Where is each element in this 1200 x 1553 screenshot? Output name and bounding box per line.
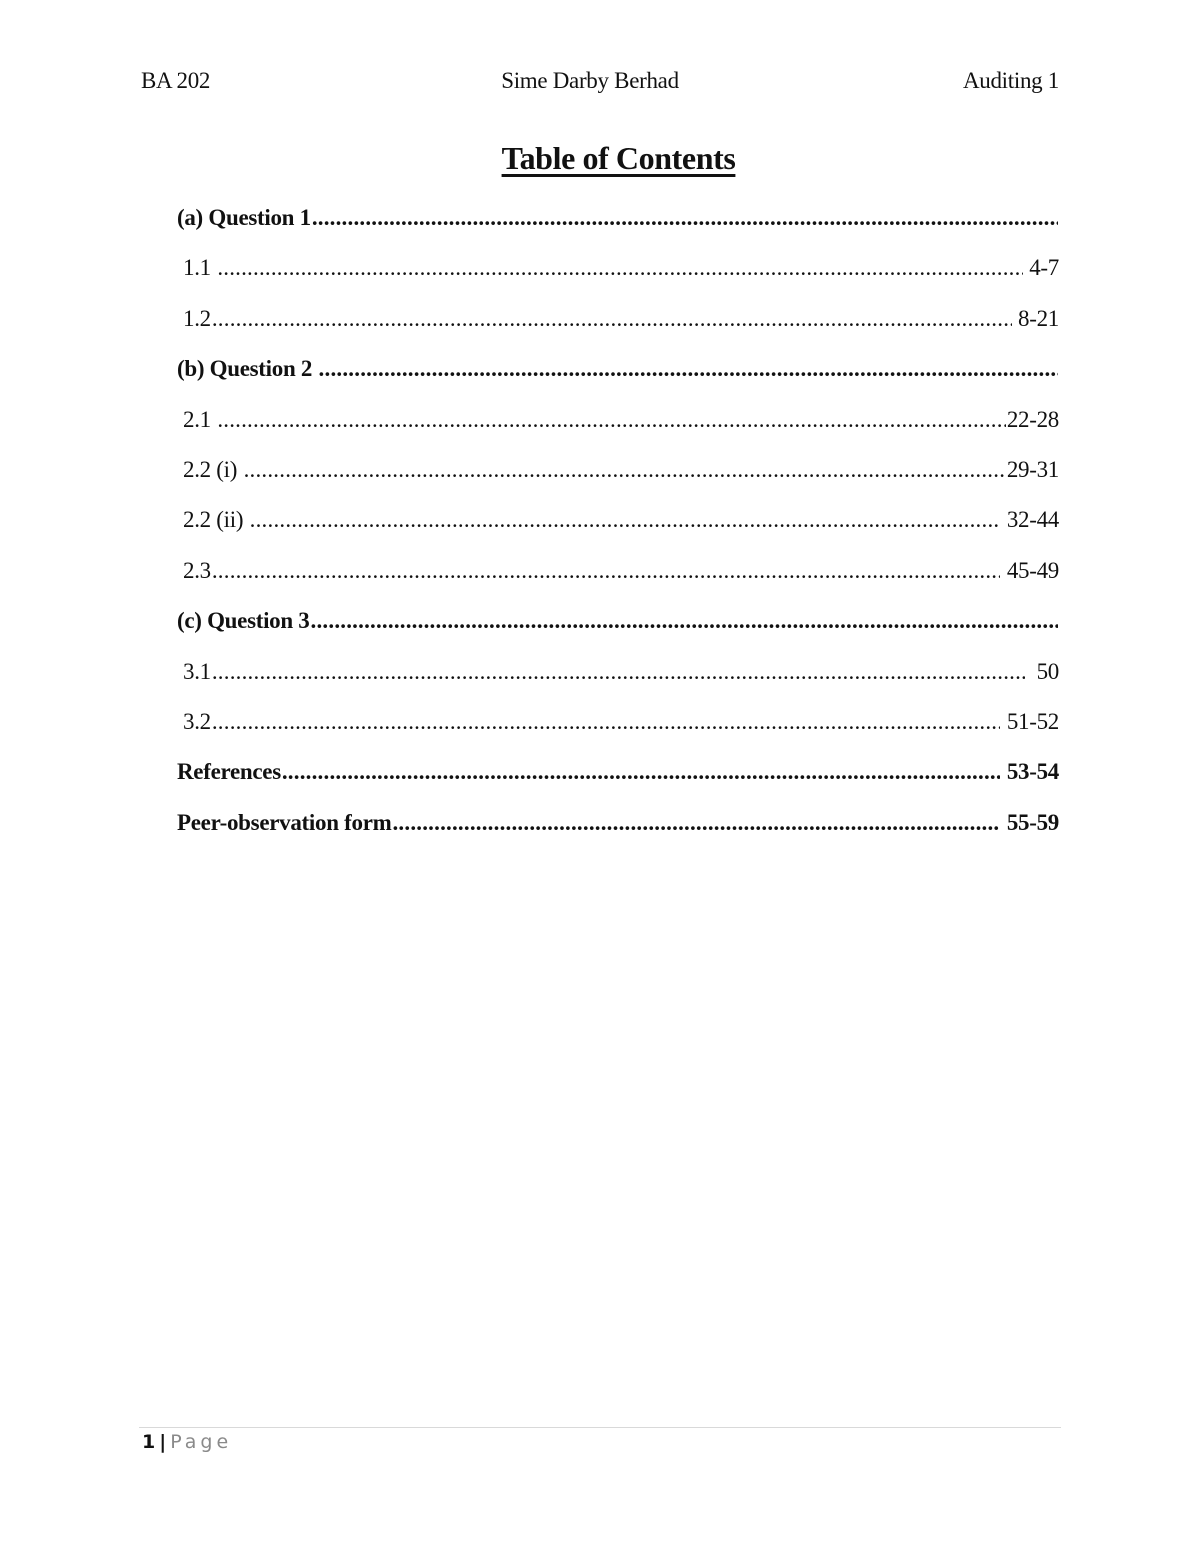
toc-entry-label: Peer-observation form [177,809,392,835]
toc-dot-leader [312,205,1058,231]
footer-page-number: 1 [142,1431,156,1453]
toc-entry[interactable] [177,407,1059,457]
toc-entry[interactable] [177,205,1059,255]
toc-entry[interactable] [177,558,1059,608]
toc-entry[interactable] [177,659,1059,709]
toc-entry[interactable] [177,608,1059,658]
toc-entry-page: 4-7 [1023,255,1059,281]
toc-entry-page: 50 [1025,658,1059,684]
toc-entry-label: 3.2 [183,708,211,734]
toc-entry-label: 1.2 [183,305,211,331]
toc-dot-leader [217,407,1006,433]
footer-page-word: Page [170,1431,233,1453]
toc-dot-leader [212,709,1001,735]
header-company-name: Sime Darby Berhad [501,68,679,93]
toc-dot-leader [319,356,1058,382]
toc-entry-label: 2.2 (ii) [183,507,249,533]
toc-entry[interactable] [177,810,1059,860]
toc-dot-leader [244,457,1006,483]
toc-dot-leader [217,255,1022,281]
toc-entry-page: 55-59 [1001,809,1059,835]
page-footer [142,1431,232,1453]
toc-dot-leader [282,759,1001,785]
toc-dot-leader [212,659,1025,685]
toc-entry-label: (b) Question 2 [177,356,318,382]
toc-entry-page: 32-44 [1001,507,1059,533]
toc-entry-page: 8-21 [1012,305,1059,331]
footer-divider [139,1427,1061,1428]
toc-title: Table of Contents [501,140,736,176]
footer-separator: | [159,1431,167,1453]
toc-entry-page: 51-52 [1001,708,1059,734]
toc-dot-leader [311,608,1058,634]
toc-entry-page: 45-49 [1001,557,1059,583]
toc-entry-label: 2.3 [183,557,211,583]
toc-entry-label: 2.2 (i) [183,456,243,482]
toc-dot-leader [392,810,1000,836]
toc-entry[interactable] [177,356,1059,406]
toc-entry[interactable] [177,709,1059,759]
toc-entry[interactable] [177,255,1059,305]
table-of-contents [177,205,1059,860]
toc-entry-label: (c) Question 3 [177,608,310,634]
toc-entry[interactable] [177,457,1059,507]
header-course-code: BA 202 [141,68,211,93]
toc-entry[interactable] [177,507,1059,557]
toc-dot-leader [250,507,1001,533]
toc-entry-label: (a) Question 1 [177,205,311,230]
toc-entry-label: 1.1 [183,255,217,281]
toc-entry-label: 3.1 [183,658,211,684]
toc-entry[interactable] [177,306,1059,356]
toc-entry-page: 53-54 [1001,759,1059,785]
toc-entry-page: 22-28 [1006,406,1059,432]
toc-entry[interactable] [177,759,1059,809]
toc-entry-label: 2.1 [183,406,217,432]
toc-dot-leader [212,306,1012,332]
toc-dot-leader [212,558,1001,584]
toc-entry-label: References [177,759,281,785]
page-header [141,68,1059,100]
toc-entry-page: 29-31 [1006,456,1059,482]
header-subject: Auditing 1 [962,68,1059,93]
